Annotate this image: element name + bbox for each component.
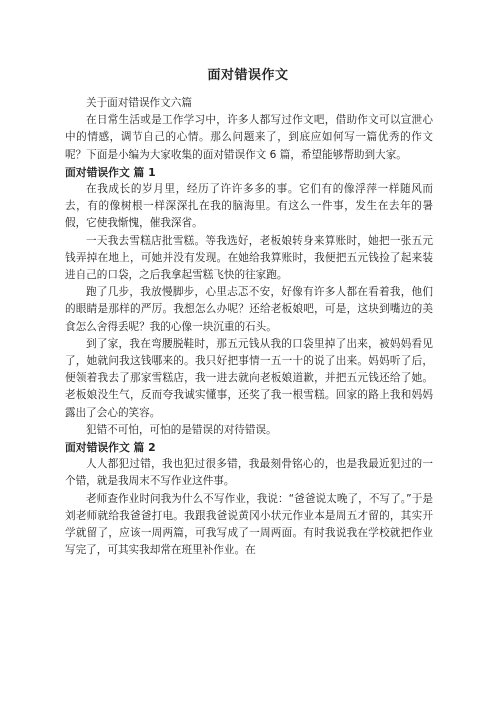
essay1-paragraph-4: 到了家，我在弯腰脱鞋时，那五元钱从我的口袋里掉了出来，被妈妈看见了，她就问我这钱哪来的。我只好把事情一五一十的说了出来。妈妈听了后，便领着我去了那家雪糕店，我一进去就向老板娘道歉，并把五元钱还给了她。老板娘没生气，反而夸我诚实懂事，还奖了我一根雪糕。回家的路上我和妈妈露出了会心的笑容。 xyxy=(65,337,433,419)
document-body xyxy=(65,95,433,559)
section-heading-2: 面对错误作文 篇 2 xyxy=(65,441,156,455)
document-title: 面对错误作文 xyxy=(207,68,289,83)
section-heading-1: 面对错误作文 篇 1 xyxy=(65,165,156,179)
essay1-paragraph-5: 犯错不可怕，可怕的是错误的对待错误。 xyxy=(86,423,277,436)
essay1-paragraph-2: 一天我去雪糕店批雪糕。等我选好，老板娘转身来算账时，她把一张五元钱弄掉在地上，可她并没有发现。在她给我算账时，我便把五元钱捡了起来装进自己的口袋，之后我拿起雪糕飞快的往家跑。 xyxy=(65,234,433,282)
intro-heading: 关于面对错误作文六篇 xyxy=(86,97,192,109)
intro-paragraph: 在日常生活或是工作学习中，许多人都写过作文吧，借助作文可以宣泄心中的情感，调节自己的心情。那么问题来了，到底应如何写一篇优秀的作文呢？下面是小编为大家收集的面对错误作文 6 篇，希望能够帮助到大家。 xyxy=(65,114,433,161)
essay2-paragraph-1: 人人都犯过错，我也犯过很多错，我最刻骨铭心的，也是我最近犯过的一个错，就是我周末不写作业这件事。 xyxy=(65,458,433,488)
essay2-paragraph-2: 老师查作业时问我为什么不写作业，我说：“爸爸说太晚了，不写了。”于是刘老师就给我爸爸打电。我跟我爸说黄冈小状元作业本是周五才留的，其实开学就留了，应该一周两篇，可我写成了一周两面。有时我说我在学校就把作业写完了，可其实我却常在班里补作业。在 xyxy=(65,492,433,557)
essay1-paragraph-3: 跑了几步，我放慢脚步，心里忐忑不安，好像有许多人都在看着我，他们的眼睛是那样的严厉。我想怎么办呢？还给老板娘吧，可是，这块到嘴边的美食怎么舍得丢呢？我的心像一块沉重的石头。 xyxy=(65,286,433,333)
essay1-paragraph-1: 在我成长的岁月里，经历了许许多多的事。它们有的像浮萍一样随风而去，有的像树根一样深深扎在我的脑海里。有这么一件事，发生在去年的暑假，它使我惭愧，催我深省。 xyxy=(65,183,433,230)
